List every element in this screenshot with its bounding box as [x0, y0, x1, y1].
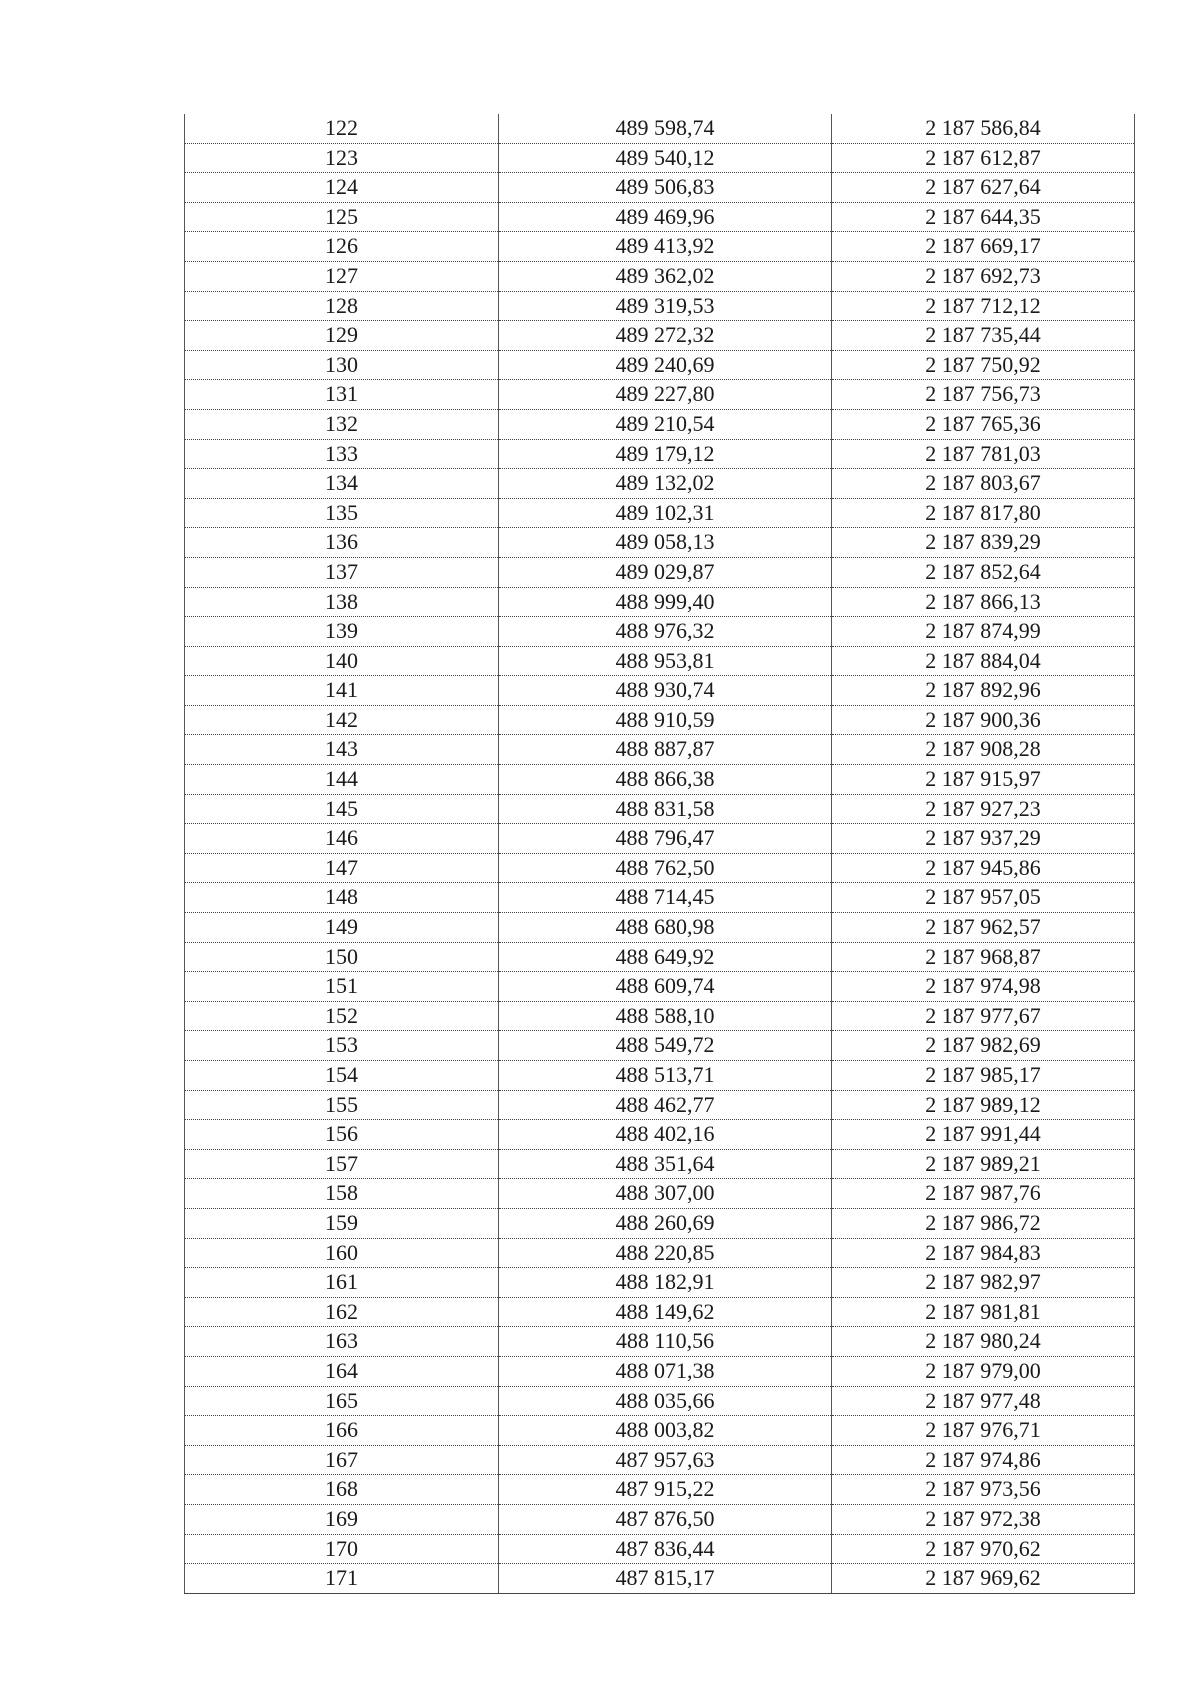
y-coordinate-cell: 2 187 586,84 [832, 114, 1135, 143]
x-coordinate-cell: 488 887,87 [499, 735, 832, 765]
table-row [185, 1564, 1135, 1594]
point-number-cell: 152 [185, 1001, 499, 1031]
table-row [185, 469, 1135, 499]
x-coordinate-cell: 489 240,69 [499, 350, 832, 380]
point-number-cell: 167 [185, 1445, 499, 1475]
y-coordinate-cell: 2 187 957,05 [832, 883, 1135, 913]
x-coordinate-cell: 489 272,32 [499, 321, 832, 351]
y-coordinate-cell: 2 187 985,17 [832, 1061, 1135, 1091]
y-coordinate-cell: 2 187 987,76 [832, 1179, 1135, 1209]
x-coordinate-cell: 488 649,92 [499, 942, 832, 972]
y-coordinate-cell: 2 187 803,67 [832, 469, 1135, 499]
point-number-cell: 157 [185, 1149, 499, 1179]
y-coordinate-cell: 2 187 781,03 [832, 439, 1135, 469]
point-number-cell: 135 [185, 498, 499, 528]
x-coordinate-cell: 489 029,87 [499, 557, 832, 587]
point-number-cell: 150 [185, 942, 499, 972]
y-coordinate-cell: 2 187 970,62 [832, 1534, 1135, 1564]
point-number-cell: 146 [185, 824, 499, 854]
table-row [185, 143, 1135, 173]
x-coordinate-cell: 489 179,12 [499, 439, 832, 469]
table-row [185, 1061, 1135, 1091]
point-number-cell: 140 [185, 646, 499, 676]
point-number-cell: 161 [185, 1268, 499, 1298]
table-row [185, 972, 1135, 1002]
y-coordinate-cell: 2 187 968,87 [832, 942, 1135, 972]
x-coordinate-cell: 487 915,22 [499, 1475, 832, 1505]
x-coordinate-cell: 488 182,91 [499, 1268, 832, 1298]
table-row [185, 1356, 1135, 1386]
table-row [185, 942, 1135, 972]
x-coordinate-cell: 489 469,96 [499, 202, 832, 232]
y-coordinate-cell: 2 187 979,00 [832, 1356, 1135, 1386]
table-row [185, 498, 1135, 528]
table-row [185, 853, 1135, 883]
x-coordinate-cell: 488 220,85 [499, 1238, 832, 1268]
x-coordinate-cell: 489 598,74 [499, 114, 832, 143]
table-row [185, 646, 1135, 676]
point-number-cell: 130 [185, 350, 499, 380]
y-coordinate-cell: 2 187 962,57 [832, 913, 1135, 943]
y-coordinate-cell: 2 187 972,38 [832, 1504, 1135, 1534]
point-number-cell: 159 [185, 1208, 499, 1238]
x-coordinate-cell: 488 910,59 [499, 705, 832, 735]
y-coordinate-cell: 2 187 692,73 [832, 261, 1135, 291]
y-coordinate-cell: 2 187 974,86 [832, 1445, 1135, 1475]
table-row [185, 557, 1135, 587]
x-coordinate-cell: 488 976,32 [499, 617, 832, 647]
x-coordinate-cell: 489 058,13 [499, 528, 832, 558]
table-row [185, 439, 1135, 469]
table-row [185, 676, 1135, 706]
point-number-cell: 164 [185, 1356, 499, 1386]
y-coordinate-cell: 2 187 884,04 [832, 646, 1135, 676]
x-coordinate-cell: 489 506,83 [499, 173, 832, 203]
point-number-cell: 171 [185, 1564, 499, 1594]
point-number-cell: 141 [185, 676, 499, 706]
point-number-cell: 136 [185, 528, 499, 558]
point-number-cell: 154 [185, 1061, 499, 1091]
x-coordinate-cell: 487 836,44 [499, 1534, 832, 1564]
table-row [185, 1416, 1135, 1446]
table-row [185, 528, 1135, 558]
y-coordinate-cell: 2 187 945,86 [832, 853, 1135, 883]
table-row [185, 735, 1135, 765]
y-coordinate-cell: 2 187 989,12 [832, 1090, 1135, 1120]
y-coordinate-cell: 2 187 866,13 [832, 587, 1135, 617]
table-row [185, 1445, 1135, 1475]
x-coordinate-cell: 489 319,53 [499, 291, 832, 321]
x-coordinate-cell: 489 102,31 [499, 498, 832, 528]
table-row [185, 1120, 1135, 1150]
y-coordinate-cell: 2 187 839,29 [832, 528, 1135, 558]
table-row [185, 1031, 1135, 1061]
x-coordinate-cell: 489 132,02 [499, 469, 832, 499]
point-number-cell: 124 [185, 173, 499, 203]
point-number-cell: 138 [185, 587, 499, 617]
y-coordinate-cell: 2 187 969,62 [832, 1564, 1135, 1594]
x-coordinate-cell: 488 035,66 [499, 1386, 832, 1416]
x-coordinate-cell: 488 588,10 [499, 1001, 832, 1031]
x-coordinate-cell: 488 351,64 [499, 1149, 832, 1179]
point-number-cell: 156 [185, 1120, 499, 1150]
point-number-cell: 122 [185, 114, 499, 143]
y-coordinate-cell: 2 187 977,48 [832, 1386, 1135, 1416]
x-coordinate-cell: 488 930,74 [499, 676, 832, 706]
table-row [185, 1475, 1135, 1505]
y-coordinate-cell: 2 187 756,73 [832, 380, 1135, 410]
table-row [185, 409, 1135, 439]
table-row [185, 1001, 1135, 1031]
table-row [185, 705, 1135, 735]
y-coordinate-cell: 2 187 900,36 [832, 705, 1135, 735]
y-coordinate-cell: 2 187 627,64 [832, 173, 1135, 203]
y-coordinate-cell: 2 187 980,24 [832, 1327, 1135, 1357]
table-row [185, 1238, 1135, 1268]
x-coordinate-cell: 487 957,63 [499, 1445, 832, 1475]
table-row [185, 114, 1135, 143]
point-number-cell: 147 [185, 853, 499, 883]
point-number-cell: 153 [185, 1031, 499, 1061]
table-row [185, 1179, 1135, 1209]
table-row [185, 380, 1135, 410]
point-number-cell: 144 [185, 765, 499, 795]
point-number-cell: 169 [185, 1504, 499, 1534]
point-number-cell: 145 [185, 794, 499, 824]
y-coordinate-cell: 2 187 892,96 [832, 676, 1135, 706]
table-row [185, 883, 1135, 913]
x-coordinate-cell: 489 210,54 [499, 409, 832, 439]
table-row [185, 1208, 1135, 1238]
point-number-cell: 170 [185, 1534, 499, 1564]
coordinates-table [184, 114, 1135, 1594]
point-number-cell: 162 [185, 1297, 499, 1327]
x-coordinate-cell: 488 462,77 [499, 1090, 832, 1120]
point-number-cell: 163 [185, 1327, 499, 1357]
y-coordinate-cell: 2 187 644,35 [832, 202, 1135, 232]
table-row [185, 1268, 1135, 1298]
point-number-cell: 133 [185, 439, 499, 469]
x-coordinate-cell: 488 513,71 [499, 1061, 832, 1091]
table-row [185, 202, 1135, 232]
x-coordinate-cell: 489 413,92 [499, 232, 832, 262]
x-coordinate-cell: 488 714,45 [499, 883, 832, 913]
y-coordinate-cell: 2 187 973,56 [832, 1475, 1135, 1505]
table-row [185, 1534, 1135, 1564]
coordinates-table-body [185, 114, 1135, 1593]
point-number-cell: 137 [185, 557, 499, 587]
x-coordinate-cell: 488 402,16 [499, 1120, 832, 1150]
y-coordinate-cell: 2 187 908,28 [832, 735, 1135, 765]
x-coordinate-cell: 489 540,12 [499, 143, 832, 173]
point-number-cell: 158 [185, 1179, 499, 1209]
table-row [185, 913, 1135, 943]
x-coordinate-cell: 488 260,69 [499, 1208, 832, 1238]
x-coordinate-cell: 488 680,98 [499, 913, 832, 943]
y-coordinate-cell: 2 187 974,98 [832, 972, 1135, 1002]
table-row [185, 587, 1135, 617]
y-coordinate-cell: 2 187 982,97 [832, 1268, 1135, 1298]
x-coordinate-cell: 488 999,40 [499, 587, 832, 617]
table-row [185, 1504, 1135, 1534]
x-coordinate-cell: 488 953,81 [499, 646, 832, 676]
y-coordinate-cell: 2 187 750,92 [832, 350, 1135, 380]
table-row [185, 232, 1135, 262]
y-coordinate-cell: 2 187 765,36 [832, 409, 1135, 439]
y-coordinate-cell: 2 187 984,83 [832, 1238, 1135, 1268]
y-coordinate-cell: 2 187 937,29 [832, 824, 1135, 854]
x-coordinate-cell: 488 110,56 [499, 1327, 832, 1357]
point-number-cell: 123 [185, 143, 499, 173]
x-coordinate-cell: 487 876,50 [499, 1504, 832, 1534]
y-coordinate-cell: 2 187 669,17 [832, 232, 1135, 262]
x-coordinate-cell: 488 149,62 [499, 1297, 832, 1327]
point-number-cell: 155 [185, 1090, 499, 1120]
table-row [185, 173, 1135, 203]
y-coordinate-cell: 2 187 852,64 [832, 557, 1135, 587]
point-number-cell: 131 [185, 380, 499, 410]
point-number-cell: 126 [185, 232, 499, 262]
point-number-cell: 127 [185, 261, 499, 291]
point-number-cell: 160 [185, 1238, 499, 1268]
x-coordinate-cell: 488 796,47 [499, 824, 832, 854]
point-number-cell: 129 [185, 321, 499, 351]
table-row [185, 794, 1135, 824]
table-row [185, 1327, 1135, 1357]
y-coordinate-cell: 2 187 817,80 [832, 498, 1135, 528]
table-row [185, 261, 1135, 291]
point-number-cell: 149 [185, 913, 499, 943]
x-coordinate-cell: 489 227,80 [499, 380, 832, 410]
table-row [185, 1090, 1135, 1120]
table-row [185, 765, 1135, 795]
y-coordinate-cell: 2 187 981,81 [832, 1297, 1135, 1327]
table-row [185, 291, 1135, 321]
point-number-cell: 165 [185, 1386, 499, 1416]
y-coordinate-cell: 2 187 735,44 [832, 321, 1135, 351]
y-coordinate-cell: 2 187 986,72 [832, 1208, 1135, 1238]
point-number-cell: 151 [185, 972, 499, 1002]
point-number-cell: 166 [185, 1416, 499, 1446]
x-coordinate-cell: 488 609,74 [499, 972, 832, 1002]
y-coordinate-cell: 2 187 874,99 [832, 617, 1135, 647]
x-coordinate-cell: 488 307,00 [499, 1179, 832, 1209]
table-row [185, 1297, 1135, 1327]
x-coordinate-cell: 488 831,58 [499, 794, 832, 824]
x-coordinate-cell: 488 866,38 [499, 765, 832, 795]
y-coordinate-cell: 2 187 991,44 [832, 1120, 1135, 1150]
point-number-cell: 139 [185, 617, 499, 647]
y-coordinate-cell: 2 187 712,12 [832, 291, 1135, 321]
y-coordinate-cell: 2 187 977,67 [832, 1001, 1135, 1031]
point-number-cell: 134 [185, 469, 499, 499]
table-row [185, 617, 1135, 647]
x-coordinate-cell: 489 362,02 [499, 261, 832, 291]
x-coordinate-cell: 487 815,17 [499, 1564, 832, 1594]
y-coordinate-cell: 2 187 915,97 [832, 765, 1135, 795]
point-number-cell: 143 [185, 735, 499, 765]
y-coordinate-cell: 2 187 927,23 [832, 794, 1135, 824]
point-number-cell: 128 [185, 291, 499, 321]
table-row [185, 321, 1135, 351]
point-number-cell: 132 [185, 409, 499, 439]
point-number-cell: 148 [185, 883, 499, 913]
table-row [185, 1149, 1135, 1179]
x-coordinate-cell: 488 549,72 [499, 1031, 832, 1061]
x-coordinate-cell: 488 003,82 [499, 1416, 832, 1446]
x-coordinate-cell: 488 762,50 [499, 853, 832, 883]
y-coordinate-cell: 2 187 982,69 [832, 1031, 1135, 1061]
point-number-cell: 125 [185, 202, 499, 232]
x-coordinate-cell: 488 071,38 [499, 1356, 832, 1386]
point-number-cell: 168 [185, 1475, 499, 1505]
point-number-cell: 142 [185, 705, 499, 735]
y-coordinate-cell: 2 187 989,21 [832, 1149, 1135, 1179]
table-row [185, 1386, 1135, 1416]
table-row [185, 824, 1135, 854]
table-row [185, 350, 1135, 380]
y-coordinate-cell: 2 187 612,87 [832, 143, 1135, 173]
y-coordinate-cell: 2 187 976,71 [832, 1416, 1135, 1446]
